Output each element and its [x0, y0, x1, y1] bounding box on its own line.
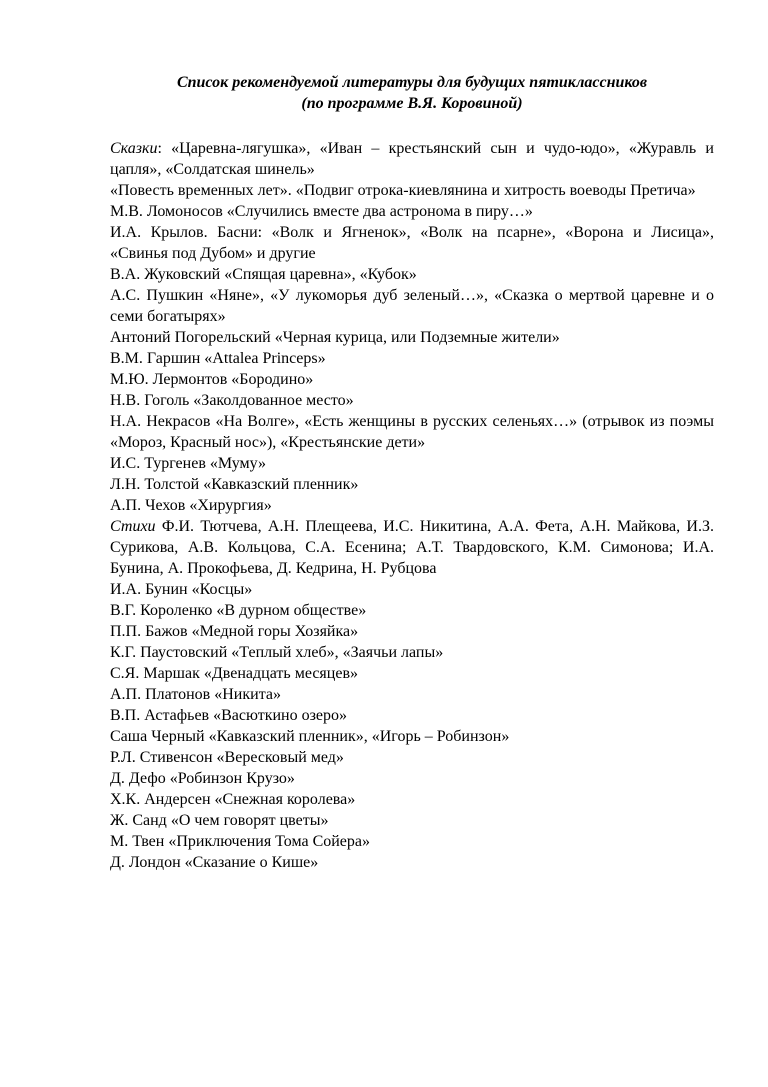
entry-text: И.С. Тургенев «Муму» [110, 455, 267, 472]
entry-text: В.А. Жуковский «Спящая царевна», «Кубок» [110, 266, 417, 283]
entry-text: Антоний Погорельский «Черная курица, или Подземные жители» [110, 329, 560, 346]
list-entry [110, 747, 714, 768]
entry-text: Р.Л. Стивенсон «Вересковый мед» [110, 749, 344, 766]
entry-text: Д. Лондон «Сказание о Кише» [110, 854, 319, 871]
entry-text: Д. Дефо «Робинзон Крузо» [110, 770, 295, 787]
entry-text: М. Твен «Приключения Тома Сойера» [110, 833, 370, 850]
list-entry [110, 768, 714, 789]
entry-text: М.В. Ломоносов «Случились вместе два астронома в пиру…» [110, 203, 533, 220]
entry-text: М.Ю. Лермонтов «Бородино» [110, 371, 314, 388]
entry-text: В.М. Гаршин «Attalea Princeps» [110, 350, 326, 367]
entry-text: Л.Н. Толстой «Кавказский пленник» [110, 476, 359, 493]
entry-text: С.Я. Маршак «Двенадцать месяцев» [110, 665, 358, 682]
list-entry [110, 789, 714, 810]
title-line-1: Список рекомендуемой литературы для будущих пятиклассников [176, 74, 648, 91]
title-line-2: (по программе В.Я. Коровиной) [301, 95, 523, 112]
entry-text: И.А. Крылов. Басни: «Волк и Ягненок», «Волк на псарне», «Ворона и Лисица», «Свинья под Дубом» и другие [110, 224, 714, 262]
list-entry [110, 285, 714, 327]
list-entry [110, 453, 714, 474]
list-entry [110, 831, 714, 852]
list-entry [110, 663, 714, 684]
entry-text: Ж. Санд «О чем говорят цветы» [110, 812, 329, 829]
document-page [110, 72, 714, 873]
list-entry [110, 348, 714, 369]
list-entry [110, 327, 714, 348]
list-entry [110, 852, 714, 873]
entry-text: П.П. Бажов «Медной горы Хозяйка» [110, 623, 359, 640]
entry-text: Н.В. Гоголь «Заколдованное место» [110, 392, 354, 409]
list-entry [110, 369, 714, 390]
list-entry [110, 600, 714, 621]
entry-text: А.П. Платонов «Никита» [110, 686, 281, 703]
entry-text: В.Г. Короленко «В дурном обществе» [110, 602, 367, 619]
entry-text: Ф.И. Тютчева, А.Н. Плещеева, И.С. Никитина, А.А. Фета, А.Н. Майкова, И.З. Сурикова, А.В. Кольцова, С.А. Есенина; А.Т. Твардовского, К.М. Симонова; И.А. Бунина, А. Прокофьева, Д. Кедрина, Н. Рубцова [110, 518, 714, 577]
entry-text: И.А. Бунин «Косцы» [110, 581, 253, 598]
entry-text: А.С. Пушкин «Няне», «У лукоморья дуб зеленый…», «Сказка о мертвой царевне и о семи богатырях» [110, 287, 714, 325]
entry-text: А.П. Чехов «Хирургия» [110, 497, 272, 514]
list-entry [110, 264, 714, 285]
list-entry [110, 201, 714, 222]
literature-list [110, 138, 714, 873]
list-entry [110, 390, 714, 411]
list-entry [110, 810, 714, 831]
list-entry [110, 684, 714, 705]
entry-text: Х.К. Андерсен «Снежная королева» [110, 791, 356, 808]
list-entry [110, 621, 714, 642]
list-entry-poems [110, 516, 714, 579]
entry-text: В.П. Астафьев «Васюткино озеро» [110, 707, 348, 724]
entry-text: «Повесть временных лет». «Подвиг отрока-киевлянина и хитрость воеводы Претича» [110, 182, 696, 199]
list-entry [110, 726, 714, 747]
entry-prefix: Стихи [110, 518, 156, 535]
entry-text: Саша Черный «Кавказский пленник», «Игорь – Робинзон» [110, 728, 510, 745]
document-title [110, 72, 714, 114]
list-entry [110, 705, 714, 726]
entry-text: Н.А. Некрасов «На Волге», «Есть женщины в русских селеньях…» (отрывок из поэмы «Мороз, Красный нос»), «Крестьянские дети» [110, 413, 714, 451]
entry-prefix: Сказки [110, 140, 158, 157]
list-entry [110, 411, 714, 453]
list-entry [110, 474, 714, 495]
entry-text: : «Царевна-лягушка», «Иван – крестьянский сын и чудо-юдо», «Журавль и цапля», «Солдатская шинель» [110, 140, 714, 178]
list-entry [110, 495, 714, 516]
entry-text: К.Г. Паустовский «Теплый хлеб», «Заячьи лапы» [110, 644, 444, 661]
list-entry [110, 642, 714, 663]
list-entry [110, 579, 714, 600]
list-entry-fairy-tales [110, 138, 714, 180]
list-entry [110, 180, 714, 201]
list-entry [110, 222, 714, 264]
